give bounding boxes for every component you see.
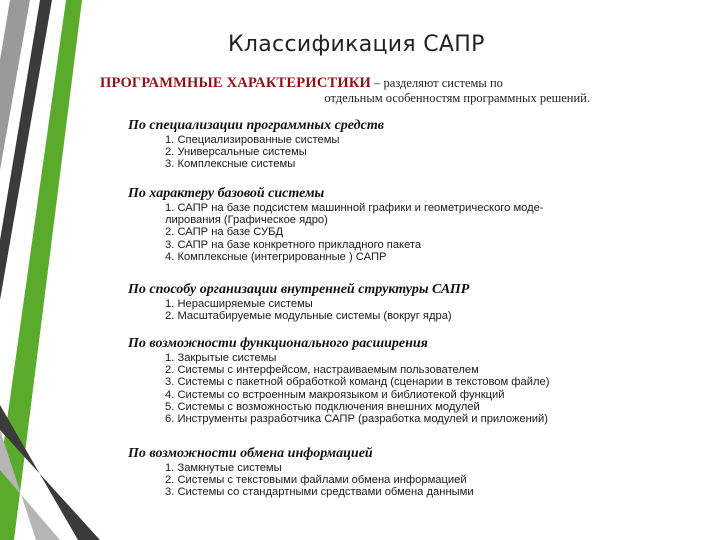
slide-title: Классификация САПР [228, 32, 485, 57]
list-item: 6. Инструменты разработчика САПР (разработка модулей и приложений) [165, 413, 549, 426]
list-item: 3. Системы с пакетной обработкой команд (сценарии в текстовом файле) [165, 376, 550, 389]
list-item: 2. Универсальные системы [165, 146, 307, 159]
section-heading: По способу организации внутренней структуры САПР [128, 282, 470, 297]
list-item: 3. Системы со стандартными средствами обмена данными [165, 486, 474, 499]
list-item: 1. САПР на базе подсистем машинной графики и геометрического моде- [165, 202, 544, 214]
section-internal-structure [128, 282, 604, 322]
section-specialization [128, 118, 604, 171]
document-header [100, 74, 604, 92]
header-rest: – разделяют системы по [371, 76, 503, 90]
list-item: 3. Комплексные системы [165, 158, 296, 171]
section-base-system [128, 186, 604, 263]
list-item: 1. Замкнутые системы [165, 462, 282, 474]
section-heading: По характеру базовой системы [128, 186, 325, 201]
decorative-stripes [0, 0, 110, 540]
list-item: 4. Комплексные (интегрированные ) САПР [165, 250, 387, 263]
section-functional-extension [128, 336, 604, 425]
header-red-title: ПРОГРАММНЫЕ ХАРАКТЕРИСТИКИ [100, 75, 372, 91]
list-item: 1. Нерасширяемые системы [165, 298, 313, 310]
document-image [98, 72, 604, 506]
list-item: 2. Масштабируемые модульные системы (вокруг ядра) [165, 310, 452, 323]
list-item: 2. Системы с текстовыми файлами обмена информацией [165, 474, 467, 487]
list-item: 1. Специализированные системы [165, 134, 340, 146]
section-heading: По специализации программных средств [128, 118, 384, 133]
list-item: 1. Закрытые системы [165, 352, 277, 364]
section-heading: По возможности обмена информацией [128, 446, 373, 461]
list-item: 4. Системы со встроенным макроязыком и библиотекой функций [165, 388, 505, 401]
list-item: 5. Системы с возможностью подключения внешних модулей [165, 400, 480, 413]
section-heading: По возможности функционального расширения [128, 336, 428, 351]
section-information-exchange [128, 446, 604, 499]
header-line-2: отдельным особенностям программных решений. [324, 91, 590, 105]
list-item: лирования (Графическое ядро) [165, 214, 328, 227]
list-item: 2. САПР на базе СУБД [165, 226, 284, 239]
list-item: 2. Системы с интерфейсом, настраиваемым пользователем [165, 364, 479, 377]
list-item: 3. САПР на базе конкретного прикладного пакета [165, 238, 422, 251]
